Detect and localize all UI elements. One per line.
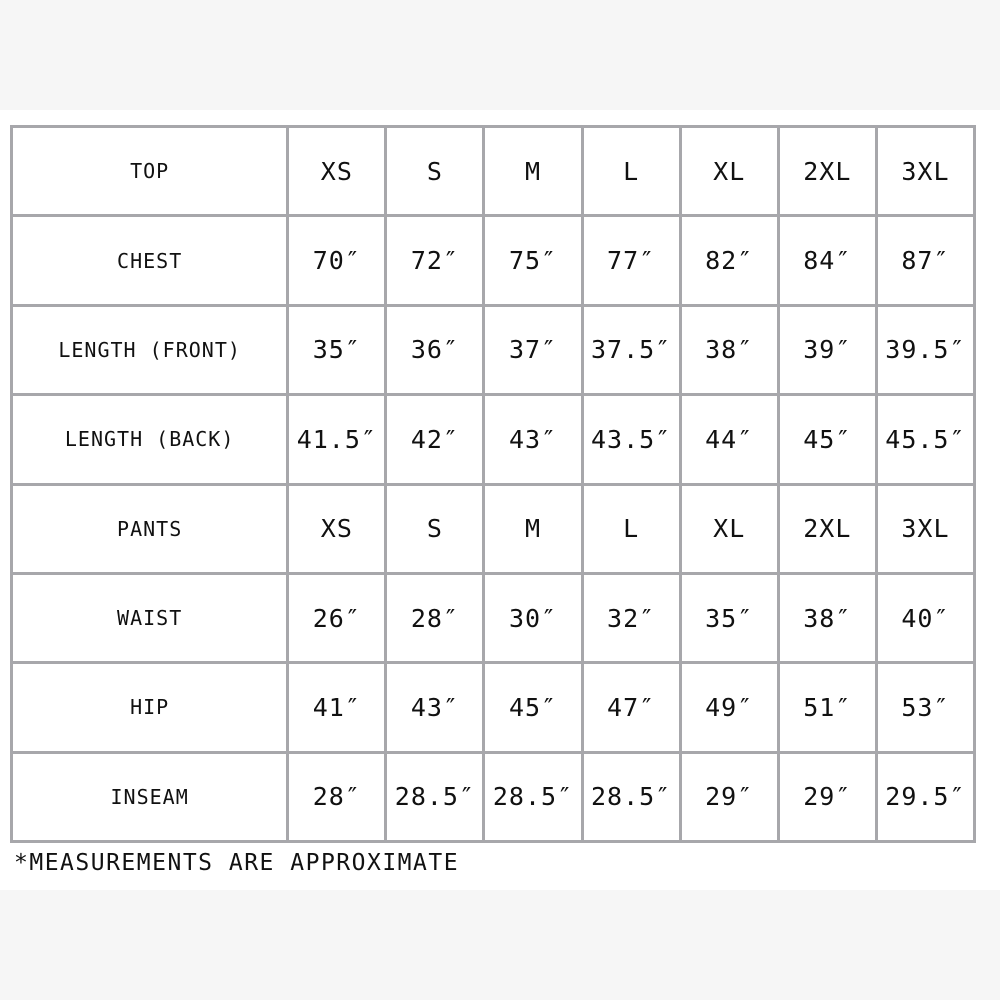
measurement-cell: 39″	[778, 305, 876, 394]
measurement-cell: 45″	[778, 395, 876, 484]
row-label-pants: PANTS	[12, 484, 288, 573]
measurement-cell: 43″	[484, 395, 582, 484]
measurement-cell: 49″	[680, 663, 778, 752]
measurement-cell: 38″	[778, 573, 876, 662]
row-label-hip: HIP	[12, 663, 288, 752]
measurement-cell: 40″	[876, 573, 974, 662]
measurement-cell: 28.5″	[582, 752, 680, 841]
measurement-cell: 70″	[288, 216, 386, 305]
measurement-cell: 43″	[386, 663, 484, 752]
size-cell: M	[484, 484, 582, 573]
size-cell: S	[386, 127, 484, 216]
measurement-cell: 30″	[484, 573, 582, 662]
measurement-cell: 28″	[288, 752, 386, 841]
measurement-cell: 42″	[386, 395, 484, 484]
row-label-top: TOP	[12, 127, 288, 216]
measurements-footnote: *MEASUREMENTS ARE APPROXIMATE	[14, 850, 460, 876]
size-cell: XS	[288, 484, 386, 573]
measurement-cell: 38″	[680, 305, 778, 394]
measurement-cell: 32″	[582, 573, 680, 662]
measurement-cell: 35″	[288, 305, 386, 394]
size-cell: L	[582, 484, 680, 573]
size-cell: 3XL	[876, 127, 974, 216]
size-chart-body	[12, 127, 975, 842]
measurement-cell: 29″	[680, 752, 778, 841]
measurement-cell: 51″	[778, 663, 876, 752]
table-row	[12, 663, 975, 752]
measurement-cell: 84″	[778, 216, 876, 305]
table-row	[12, 484, 975, 573]
measurement-cell: 35″	[680, 573, 778, 662]
measurement-cell: 36″	[386, 305, 484, 394]
row-label-waist: WAIST	[12, 573, 288, 662]
measurement-cell: 39.5″	[876, 305, 974, 394]
measurement-cell: 28″	[386, 573, 484, 662]
measurement-cell: 43.5″	[582, 395, 680, 484]
row-label-chest: CHEST	[12, 216, 288, 305]
measurement-cell: 26″	[288, 573, 386, 662]
size-chart-table	[10, 125, 976, 843]
table-row	[12, 573, 975, 662]
size-cell: 2XL	[778, 127, 876, 216]
measurement-cell: 41.5″	[288, 395, 386, 484]
measurement-cell: 72″	[386, 216, 484, 305]
table-row	[12, 305, 975, 394]
measurement-cell: 28.5″	[386, 752, 484, 841]
measurement-cell: 82″	[680, 216, 778, 305]
size-cell: L	[582, 127, 680, 216]
measurement-cell: 41″	[288, 663, 386, 752]
size-cell: S	[386, 484, 484, 573]
row-label-inseam: INSEAM	[12, 752, 288, 841]
measurement-cell: 45.5″	[876, 395, 974, 484]
row-label-length-back: LENGTH (BACK)	[12, 395, 288, 484]
table-row	[12, 395, 975, 484]
measurement-cell: 87″	[876, 216, 974, 305]
measurement-cell: 29.5″	[876, 752, 974, 841]
measurement-cell: 28.5″	[484, 752, 582, 841]
measurement-cell: 37.5″	[582, 305, 680, 394]
size-cell: XS	[288, 127, 386, 216]
size-cell: XL	[680, 127, 778, 216]
measurement-cell: 44″	[680, 395, 778, 484]
size-cell: 2XL	[778, 484, 876, 573]
measurement-cell: 29″	[778, 752, 876, 841]
table-row	[12, 127, 975, 216]
measurement-cell: 37″	[484, 305, 582, 394]
measurement-cell: 53″	[876, 663, 974, 752]
size-cell: M	[484, 127, 582, 216]
measurement-cell: 45″	[484, 663, 582, 752]
size-cell: XL	[680, 484, 778, 573]
table-row	[12, 752, 975, 841]
measurement-cell: 47″	[582, 663, 680, 752]
row-label-length-front: LENGTH (FRONT)	[12, 305, 288, 394]
size-cell: 3XL	[876, 484, 974, 573]
table-row	[12, 216, 975, 305]
measurement-cell: 77″	[582, 216, 680, 305]
measurement-cell: 75″	[484, 216, 582, 305]
